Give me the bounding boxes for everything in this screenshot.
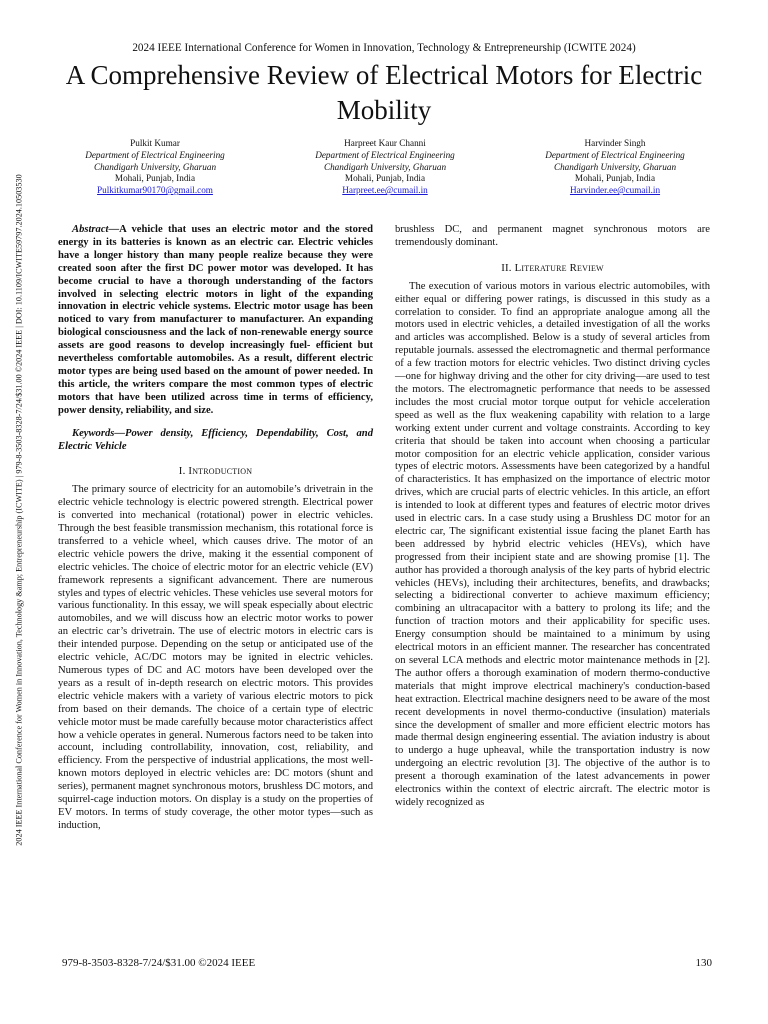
author-email-link[interactable]: Pulkitkumar90170@gmail.com — [97, 185, 213, 196]
footer-copyright: 979-8-3503-8328-7/24/$31.00 ©2024 IEEE — [62, 957, 256, 969]
section-number: I. — [178, 465, 189, 478]
section-title: Introduction — [188, 465, 253, 478]
author-block — [40, 138, 730, 197]
section-heading-introduction — [58, 465, 373, 478]
author-2 — [270, 138, 500, 197]
keywords-text: —Power density, Efficiency, Dependability, Cost, and Electric Vehicle — [58, 427, 373, 452]
author-location: Mohali, Punjab, India — [574, 173, 656, 184]
author-3 — [500, 138, 730, 197]
author-email-link[interactable]: Harpreet.ee@cumail.in — [342, 185, 428, 196]
section-title: Literature Review — [514, 261, 604, 274]
keywords-label: Keywords — [72, 427, 115, 439]
author-name: Harvinder Singh — [584, 138, 646, 148]
author-university: Chandigarh University, Gharuan — [93, 161, 217, 172]
page-footer — [62, 957, 712, 969]
author-university: Chandigarh University, Gharuan — [553, 161, 677, 172]
keywords — [58, 428, 373, 454]
side-margin-text — [13, 110, 25, 910]
paper-title: A Comprehensive Review of Electrical Motors for Electric Mobility — [65, 60, 703, 125]
left-column — [58, 224, 373, 833]
introduction-paragraph: The primary source of electricity for an automobile’s drivetrain in the electric vehicle technology is electric powered strength. Electrical power is converted into mechanical (rotational) power in electric vehicles. Through the best feasible transmission mechanism, this rotational force is transferred to a vehicle wheel, which causes drive. The motor of an electric vehicle powers the drive, making it the essential component of electric vehicles. The choice of electric motor for an electric vehicle (EV) framework represents a significant advancement. There are numerous styles and types of electric vehicles. These vehicles use several motors for various functionality. In this essay, we will speak especially about electric automobiles, and we will discuss how an electric motor works to power an electric car’s drivetrain. The use of electric motors in electric cars is their intended purpose. Depending on the setup or anticipated use of the electric vehicle, AC/DC motors may be ignited in electric vehicles. Numerous types of DC and AC motors have been developed over the years as a result of in-depth research on electric motors. This provides electric vehicle makers with a variety of various electric motors to pick from based on their demands. The choice of a certain type of electric vehicle motor must be made carefully because motor characteristics affect how a vehicle operates in general. Numerous factors need to be taken into account, including controllability, innovation, cost, reliability, and efficiency. From the perspective of industrial applications, the most well-known motors deployed in electric vehicles are: DC motors (shunt and series), permanent magnet synchronous motors, brushless DC motors, and squirrel-cage induction motors. On display is a study on the properties of EV motors. In terms of study coverage, the other motor types—such as induction, — [58, 484, 373, 831]
introduction-continuation: brushless DC, and permanent magnet synchronous motors are tremendously dominant. — [395, 224, 710, 248]
abstract-text: —A vehicle that uses an electric motor and the stored energy in its batteries is known as an electric car. Electric vehicles have a longer history than many people realize because they were created soon after the first DC power motor was developed. It has become crucial to have a thorough understanding of the factors involved in selecting electric motors in light of the expanding innovation in electric vehicle systems. Electric motor usage has been noticed to vary from manufacturer to manufacturer. An expanding biological consciousness and the lack of non-renewable energy source assets are good reasons to develop increasingly fuel- efficient but nevertheless comfortable automobiles. As a result, different electric motor types are being used based on the amount of power needed. In this article, the writers compare the most common types of electric motors that have been utilized across time in terms of efficiency, power density, reliability, and size. — [58, 224, 373, 416]
author-name: Pulkit Kumar — [130, 138, 180, 148]
author-department: Department of Electrical Engineering — [85, 149, 225, 160]
author-university: Chandigarh University, Gharuan — [323, 161, 447, 172]
section-number: II. — [501, 261, 515, 274]
author-1 — [40, 138, 270, 197]
author-location: Mohali, Punjab, India — [344, 173, 426, 184]
author-email-link[interactable]: Harvinder.ee@cumail.in — [569, 185, 661, 196]
author-department: Department of Electrical Engineering — [315, 149, 455, 160]
author-location: Mohali, Punjab, India — [114, 173, 196, 184]
abstract — [58, 224, 373, 418]
abstract-label: Abstract — [72, 224, 109, 235]
right-column — [395, 224, 710, 810]
page-number: 130 — [695, 957, 712, 969]
section-heading-literature-review — [395, 262, 710, 275]
literature-review-paragraph: The execution of various motors in various electric automobiles, with either equal or differing power ratings, is discussed in this study as a correlation to consider. To find an appropriate analogue among all the motors used in electric vehicles, a detailed investigation of all the works and articles was accomplished. Below is a study of several articles from reputable journals. assessed the electromagnetic and thermal performance of a few traction motors for electric vehicles. Two distinct driving cycles—one for highway driving and the other for city driving—are used to test the motors. The electromagnetic performance that needs to be assessed includes the most crucial motor torque output for vehicle acceleration speed as well as the flux weakening capability with relation to a large working extent under current and voltage constraints. According to key criteria that should be taken into account when choosing a particular motor composition for an electric vehicle application, consider various types of electric motors. Assessments have been categorized by a handful of characteristics. It has emphasized on the importance of electric motor drives, which are crucial parts of electric vehicles. In this article, an effort is intended to look at different types and features of electric motor drives used in electric cars. In a case study using a Brushless DC motor for an electric car, The significant existential issue facing the planet Earth has been addressed by hybrid electric vehicles (HEVs), which have progressed from their incipient state and are showing promise [1]. The author has provided a thorough analysis of the key parts of hybrid electric vehicles (HEVs), including their architectures, benefits, and drawbacks; selecting a bidirectional converter to achieve maximum efficiency; combining an ultracapacitor with a battery to prolong its life; and the function of traction motors and their applicability for specific uses. Energy consumption should be maintained to a minimum by using electrical motors in an efficient manner. The researcher has concentrated on several LCA methods and electric motor maintenance methods in [2]. The author offers a thorough examination of modern thermo-conductive materials that might improve electrical machinery's conduction-based heat extraction. Electrical machine designers need to be aware of the most recent developments in novel thermo-conductive (insulation) materials since the development of smaller and more efficient electric motors has made thermal design engineering essential. The aviation industry is about to undergo a huge upheaval, while the transportation industry is now undergoing an electric revolution [3]. The objective of the author is to present a thorough examination of the latest advancements in power electronics within the context of electric aircraft. The electric motor is widely recognized as — [395, 280, 710, 808]
side-margin-label: 2024 IEEE International Conference for Women in Innovation, Technology &amp; Entrepreneurship (ICWITE) | 979-8-3503-8328-7/24/$31.00 ©2024 IEEE | DOI: 10.1109/ICWITE59797.2024.10503530 — [14, 174, 24, 846]
conference-header: 2024 IEEE International Conference for Women in Innovation, Technology & Entrepreneurship (ICWITE 2024) — [132, 42, 636, 54]
author-name: Harpreet Kaur Channi — [344, 138, 426, 148]
author-department: Department of Electrical Engineering — [545, 149, 685, 160]
